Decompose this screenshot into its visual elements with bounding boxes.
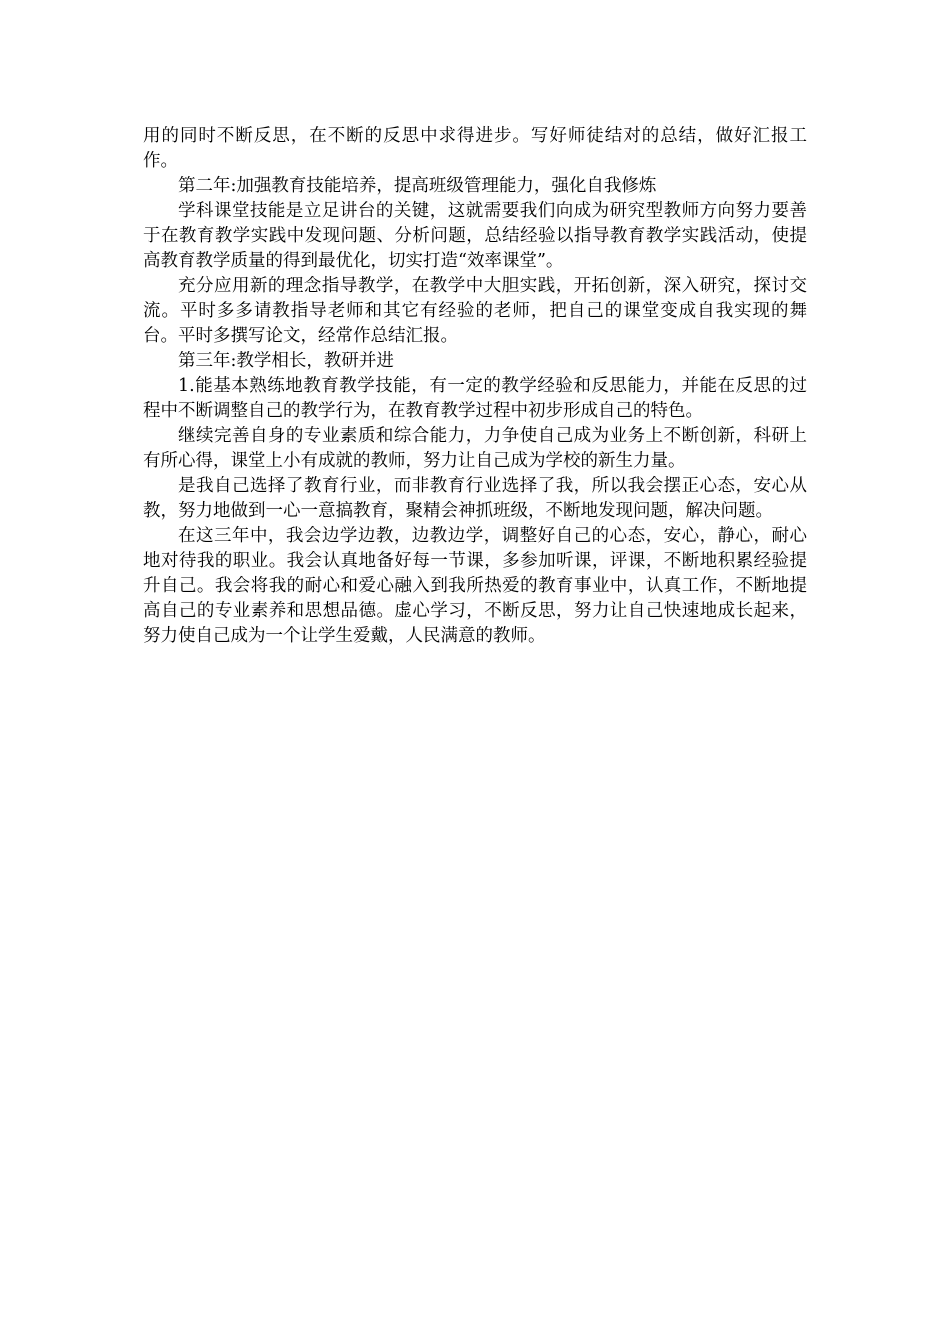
paragraph-three-years: 在这三年中，我会边学边教，边教边学，调整好自己的心态，安心，静心，耐心地对待我的职业。我会认真地备好每一节课，多参加听课，评课，不断地积累经验提升自己。我会将我的耐心和爱心融入到我所热爱的教育事业中，认真工作，不断地提高自己的专业素养和思想品德。虚心学习，不断反思，努力让自己快速地成长起来，努力使自己成为一个让学生爱戴，人民满意的教师。 (143, 526, 807, 646)
paragraph-career-choice: 是我自己选择了教育行业，而非教育行业选择了我，所以我会摆正心态，安心从教，努力地做到一心一意搞教育，聚精会神抓班级，不断地发现问题，解决问题。 (143, 476, 807, 521)
paragraph-teaching-skills: 1.能基本熟练地教育教学技能，有一定的教学经验和反思能力，并能在反思的过程中不断调整自己的教学行为，在教育教学过程中初步形成自己的特色。 (143, 376, 807, 421)
section-heading-year-three: 第三年:教学相长，教研并进 (178, 351, 394, 371)
paragraph-new-concepts: 充分应用新的理念指导教学，在教学中大胆实践，开拓创新，深入研究，探讨交流。平时多多请教指导老师和其它有经验的老师，把自己的课堂变成自我实现的舞台。平时多撰写论文，经常作总结汇报。 (143, 276, 807, 346)
paragraph-classroom-skills: 学科课堂技能是立足讲台的关键，这就需要我们向成为研究型教师方向努力要善于在教育教学实践中发现问题、分析问题，总结经验以指导教育教学实践活动，使提高教育教学质量的得到最优化，切实打造“效率课堂”。 (143, 201, 807, 271)
paragraph-continuation: 用的同时不断反思，在不断的反思中求得进步。写好师徒结对的总结，做好汇报工作。 (143, 126, 807, 171)
document-body (143, 124, 807, 649)
section-heading-year-two: 第二年:加强教育技能培养，提高班级管理能力，强化自我修炼 (178, 176, 657, 196)
paragraph-professional-quality: 继续完善自身的专业素质和综合能力，力争使自己成为业务上不断创新，科研上有所心得，课堂上小有成就的教师，努力让自己成为学校的新生力量。 (143, 426, 807, 471)
